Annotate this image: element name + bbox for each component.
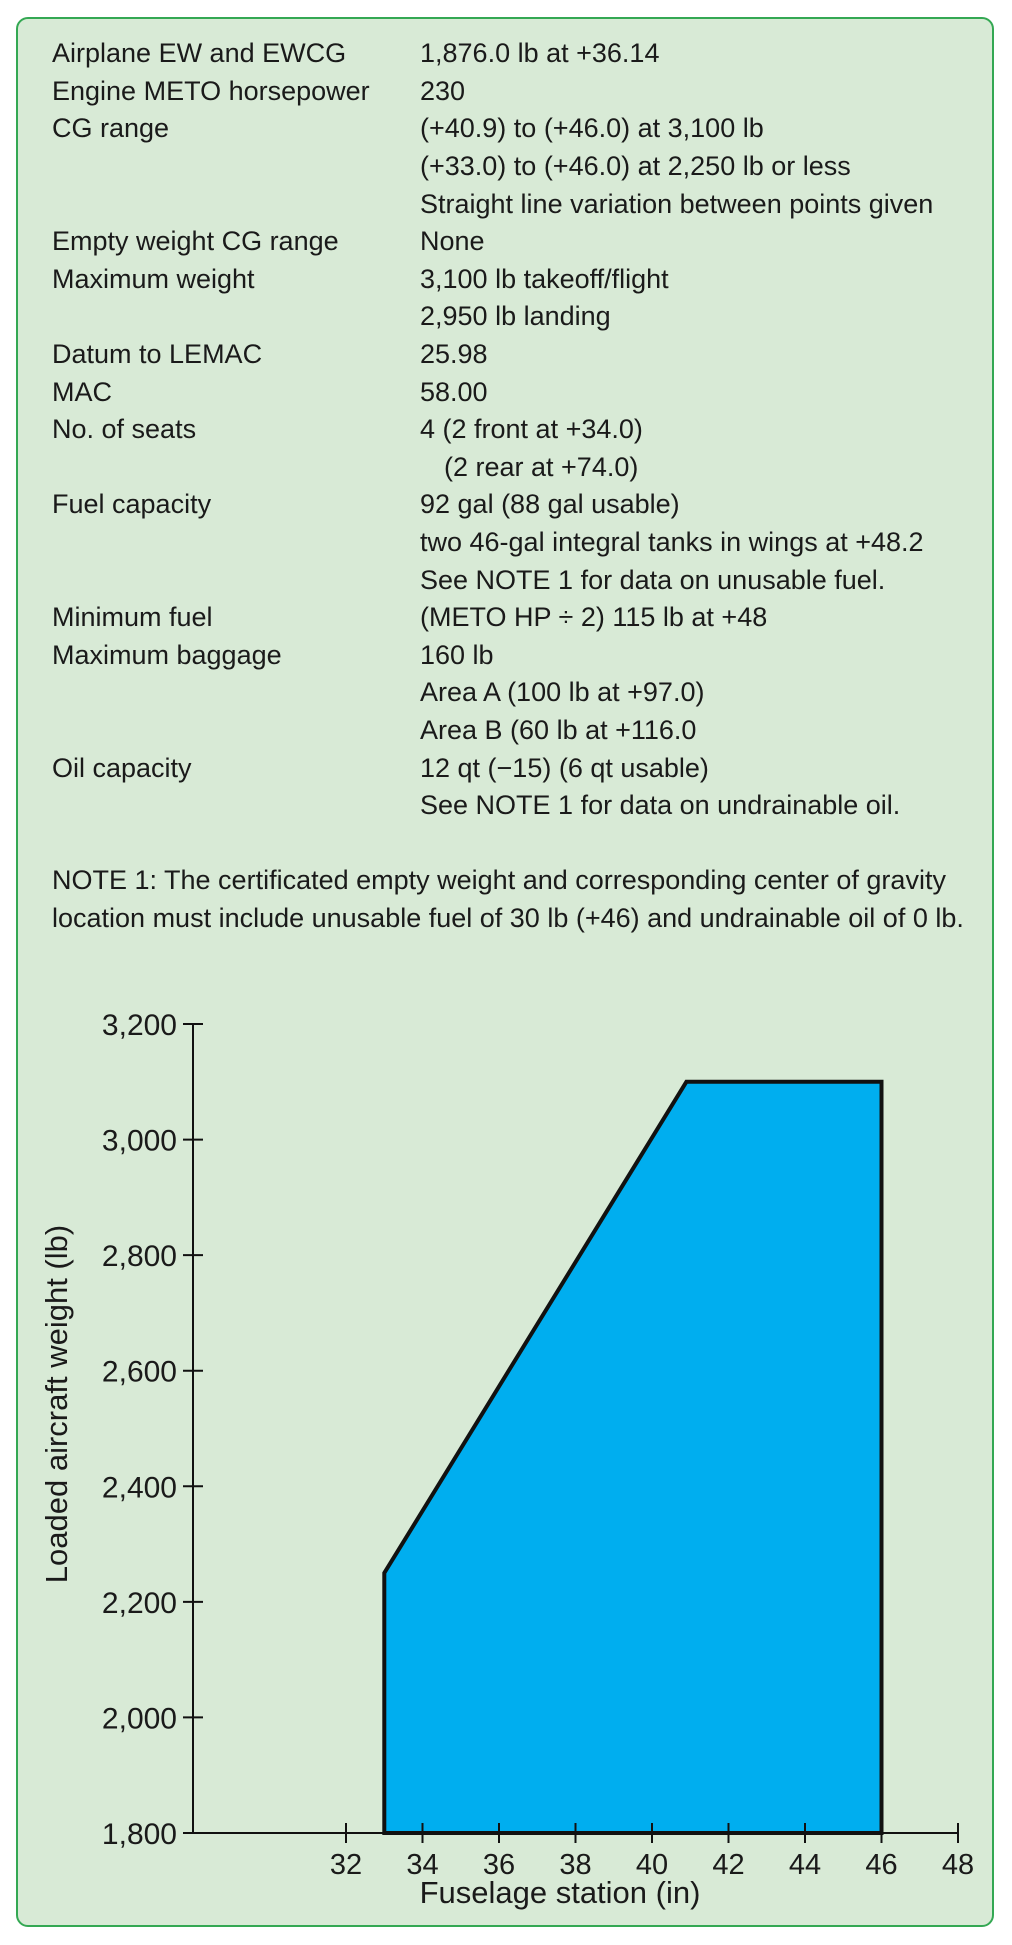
spec-value: 58.00	[420, 376, 488, 407]
x-tick-label: 38	[559, 1849, 592, 1881]
x-tick-label: 44	[788, 1849, 822, 1881]
spec-value: None	[420, 226, 485, 257]
y-tick-label: 2,000	[101, 1702, 177, 1736]
y-tick-label: 2,200	[101, 1586, 177, 1620]
spec-label: Datum to LEMAC	[52, 339, 263, 370]
x-axis-label: Fuselage station (in)	[419, 1875, 701, 1910]
spec-value: (+40.9) to (+46.0) at 3,100 lb	[420, 113, 764, 144]
spec-value: (+33.0) to (+46.0) at 2,250 lb or less	[420, 151, 851, 182]
spec-label: Engine METO horsepower	[52, 75, 370, 106]
spec-value: (2 rear at +74.0)	[444, 451, 639, 482]
spec-value: 3,100 lb takeoff/flight	[420, 263, 669, 294]
x-tick-label: 34	[406, 1849, 439, 1881]
spec-label: Empty weight CG range	[52, 226, 339, 257]
spec-value: See NOTE 1 for data on unusable fuel.	[420, 564, 886, 595]
x-tick-label: 32	[329, 1849, 363, 1881]
y-tick-label: 2,600	[101, 1355, 177, 1389]
y-tick-label: 2,800	[101, 1240, 177, 1274]
spec-value: two 46-gal integral tanks in wings at +48.2	[420, 527, 924, 558]
x-tick-label: 42	[712, 1849, 745, 1881]
x-tick-label: 36	[482, 1849, 516, 1881]
spec-label: Maximum baggage	[52, 639, 282, 670]
spec-value: Straight line variation between points given	[420, 188, 934, 219]
spec-label: Oil capacity	[52, 752, 192, 783]
spec-label: CG range	[52, 113, 170, 144]
spec-label: Minimum fuel	[52, 602, 213, 633]
spec-value: 160 lb	[420, 639, 494, 670]
x-tick-label: 40	[635, 1849, 669, 1881]
x-tick-label: 48	[941, 1849, 975, 1881]
y-tick-label: 3,000	[101, 1124, 177, 1158]
y-tick-label: 2,400	[101, 1471, 177, 1505]
cg-envelope-area	[384, 1082, 881, 1833]
spec-value: 230	[420, 75, 466, 106]
spec-label: MAC	[52, 376, 112, 407]
spec-label: Maximum weight	[52, 263, 255, 294]
spec-value: 25.98	[420, 339, 488, 370]
spec-label: No. of seats	[52, 414, 197, 445]
spec-value: Area A (100 lb at +97.0)	[420, 677, 705, 708]
y-axis-label: Loaded aircraft weight (lb)	[39, 1224, 74, 1584]
y-tick-label: 1,800	[101, 1818, 177, 1851]
spec-value: 1,876.0 lb at +36.14	[420, 38, 660, 69]
spec-label: Fuel capacity	[52, 489, 212, 520]
spec-value: See NOTE 1 for data on undrainable oil.	[420, 790, 901, 821]
spec-value: (METO HP ÷ 2) 115 lb at +48	[420, 602, 768, 633]
x-tick-label: 46	[865, 1849, 898, 1881]
note-1: NOTE 1: The certificated empty weight and corresponding center of gravity location must include unusable fuel of 30 lb (+46) and undrainable oil of 0 lb.	[52, 865, 964, 933]
spec-value: 12 qt (−15) (6 qt usable)	[420, 752, 709, 783]
spec-label: Airplane EW and EWCG	[52, 38, 347, 69]
spec-value: Area B (60 lb at +116.0	[420, 714, 697, 745]
spec-value: 2,950 lb landing	[420, 301, 611, 332]
spec-value: 4 (2 front at +34.0)	[420, 414, 643, 445]
y-tick-label: 3,200	[101, 1009, 177, 1042]
spec-value: 92 gal (88 gal usable)	[420, 489, 680, 520]
